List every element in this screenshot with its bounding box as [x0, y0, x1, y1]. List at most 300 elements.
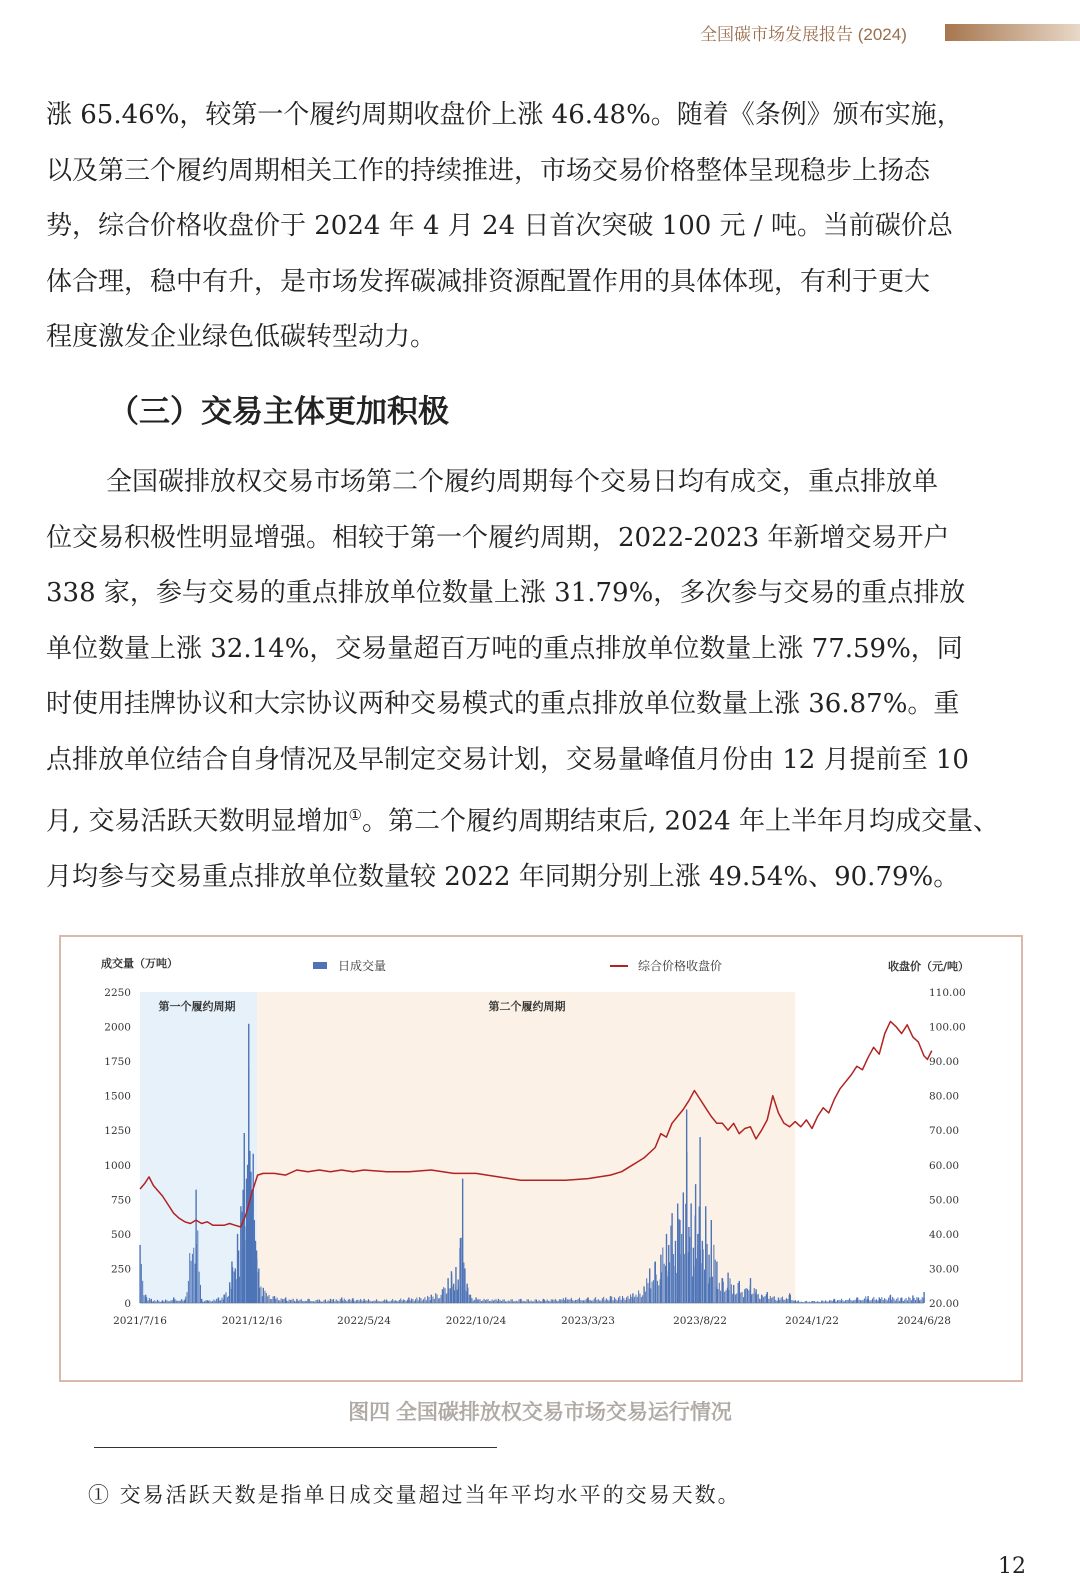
- volume-bar: [360, 1299, 361, 1303]
- volume-bar: [256, 1258, 257, 1303]
- volume-bar: [893, 1299, 894, 1303]
- volume-bar: [820, 1302, 821, 1303]
- volume-bar: [888, 1298, 889, 1303]
- volume-bar: [754, 1288, 755, 1303]
- volume-bar: [575, 1300, 576, 1303]
- volume-bar: [156, 1301, 157, 1303]
- right-tick-label: 50.00: [929, 1194, 960, 1207]
- volume-bar: [775, 1300, 776, 1303]
- volume-bar: [449, 1288, 450, 1303]
- volume-bar: [697, 1245, 698, 1303]
- volume-bar: [336, 1299, 337, 1303]
- volume-bar: [799, 1302, 800, 1303]
- volume-bar: [900, 1298, 901, 1303]
- volume-bar: [802, 1302, 803, 1303]
- left-tick-label: 1250: [104, 1125, 131, 1138]
- volume-bar: [707, 1244, 708, 1303]
- volume-bar: [594, 1298, 595, 1303]
- volume-bar: [747, 1289, 748, 1303]
- page-number: 12: [998, 1554, 1026, 1579]
- volume-bar: [838, 1300, 839, 1303]
- volume-bar: [758, 1294, 759, 1303]
- volume-bar: [226, 1292, 227, 1303]
- volume-bar: [615, 1299, 616, 1303]
- volume-bar: [552, 1299, 553, 1303]
- volume-bar: [512, 1299, 513, 1303]
- volume-bar: [744, 1296, 745, 1303]
- volume-bar: [590, 1300, 591, 1303]
- left-tick-label: 1500: [104, 1090, 131, 1103]
- volume-bar: [219, 1301, 220, 1303]
- volume-bar: [777, 1301, 778, 1303]
- volume-bar: [868, 1299, 869, 1303]
- volume-bar: [166, 1300, 167, 1303]
- volume-bar: [560, 1299, 561, 1303]
- volume-bar: [262, 1296, 263, 1303]
- header-bar: [945, 24, 1080, 41]
- volume-bar: [278, 1300, 279, 1303]
- volume-bar: [236, 1279, 237, 1303]
- volume-bar: [247, 1246, 248, 1303]
- volume-bar: [368, 1299, 369, 1303]
- volume-bar: [174, 1299, 175, 1303]
- volume-bar: [273, 1296, 274, 1303]
- left-tick-label: 750: [110, 1194, 131, 1207]
- volume-bar: [607, 1300, 608, 1303]
- volume-bar: [294, 1301, 295, 1303]
- volume-bar: [308, 1300, 309, 1303]
- volume-bar: [248, 1068, 249, 1303]
- volume-bar: [871, 1300, 872, 1303]
- volume-bar: [809, 1302, 810, 1303]
- left-tick-label: 1750: [104, 1056, 131, 1069]
- volume-bar: [600, 1301, 601, 1303]
- volume-bar: [426, 1300, 427, 1303]
- volume-bar: [322, 1302, 323, 1303]
- volume-bar: [342, 1301, 343, 1303]
- volume-bar: [872, 1298, 873, 1303]
- volume-bar: [180, 1301, 181, 1303]
- volume-bar: [712, 1277, 713, 1303]
- volume-bar: [492, 1299, 493, 1303]
- volume-bar: [178, 1301, 179, 1303]
- volume-bar: [484, 1299, 485, 1303]
- volume-bar: [199, 1272, 200, 1303]
- volume-bar: [149, 1298, 150, 1303]
- volume-bar: [400, 1298, 401, 1303]
- volume-bar: [572, 1300, 573, 1303]
- volume-bar: [547, 1300, 548, 1303]
- volume-bar: [666, 1271, 667, 1303]
- volume-bar: [639, 1294, 640, 1303]
- volume-bar: [735, 1295, 736, 1303]
- volume-bar: [911, 1300, 912, 1303]
- volume-bar: [779, 1300, 780, 1303]
- volume-bar: [889, 1296, 890, 1303]
- volume-bar: [500, 1300, 501, 1303]
- volume-bar: [473, 1301, 474, 1303]
- volume-bar: [742, 1292, 743, 1303]
- volume-bar: [364, 1301, 365, 1303]
- volume-bar: [618, 1298, 619, 1303]
- volume-bar: [922, 1297, 923, 1303]
- volume-bar: [770, 1296, 771, 1303]
- volume-bar: [399, 1300, 400, 1303]
- right-tick-label: 100.00: [929, 1021, 966, 1034]
- volume-bar: [328, 1300, 329, 1303]
- volume-bar: [648, 1283, 649, 1303]
- volume-bar: [351, 1301, 352, 1303]
- volume-bar: [619, 1296, 620, 1303]
- volume-bar: [437, 1294, 438, 1303]
- volume-bar: [282, 1299, 283, 1303]
- volume-bar: [162, 1301, 163, 1303]
- volume-bar: [680, 1254, 681, 1303]
- volume-bar: [580, 1300, 581, 1303]
- volume-bar: [713, 1245, 714, 1303]
- volume-bar: [665, 1266, 666, 1303]
- volume-bar: [902, 1299, 903, 1303]
- volume-bar: [584, 1300, 585, 1303]
- volume-bar: [563, 1298, 564, 1303]
- x-tick-label: 2023/3/23: [561, 1315, 615, 1327]
- paragraph-line: 338 家，参与交易的重点排放单位数量上涨 31.79%，多次参与交易的重点排放: [46, 578, 966, 608]
- volume-bar: [541, 1301, 542, 1303]
- volume-bar: [457, 1290, 458, 1303]
- volume-bar: [281, 1298, 282, 1303]
- volume-bar: [442, 1297, 443, 1303]
- volume-bar: [539, 1300, 540, 1303]
- volume-bar: [709, 1277, 710, 1303]
- volume-bar: [267, 1296, 268, 1303]
- volume-bar: [625, 1300, 626, 1303]
- volume-bar: [146, 1297, 147, 1303]
- left-tick-label: 500: [110, 1228, 131, 1241]
- volume-bar: [672, 1249, 673, 1303]
- volume-bar: [396, 1301, 397, 1303]
- volume-bar: [883, 1300, 884, 1303]
- volume-bar: [719, 1283, 720, 1303]
- period-shade-2: [257, 992, 795, 1303]
- volume-bar: [535, 1299, 536, 1303]
- volume-bar: [497, 1301, 498, 1303]
- volume-bar: [738, 1283, 739, 1303]
- volume-bar: [746, 1288, 747, 1303]
- volume-bar: [834, 1301, 835, 1303]
- volume-bar: [391, 1300, 392, 1303]
- volume-bar: [428, 1297, 429, 1303]
- volume-bar: [691, 1233, 692, 1303]
- volume-bar: [785, 1300, 786, 1303]
- volume-bar: [720, 1291, 721, 1303]
- volume-bar: [212, 1301, 213, 1303]
- volume-bar: [528, 1299, 529, 1303]
- paragraph-line: 涨 65.46%，较第一个履约周期收盘价上涨 46.48%。随着《条例》颁布实施，: [46, 100, 963, 130]
- volume-bar: [613, 1300, 614, 1303]
- volume-bar: [778, 1299, 779, 1303]
- volume-bar: [725, 1290, 726, 1303]
- volume-bar: [653, 1280, 654, 1303]
- volume-bar: [170, 1300, 171, 1303]
- volume-bar: [279, 1300, 280, 1303]
- volume-bar: [430, 1300, 431, 1303]
- volume-bar: [891, 1300, 892, 1303]
- volume-bar: [750, 1286, 751, 1303]
- volume-bar: [353, 1300, 354, 1303]
- volume-bar: [567, 1299, 568, 1303]
- volume-bar: [810, 1302, 811, 1303]
- x-tick-label: 2023/8/22: [673, 1315, 727, 1327]
- volume-bar: [822, 1300, 823, 1303]
- right-tick-label: 90.00: [929, 1056, 960, 1069]
- volume-bar: [899, 1301, 900, 1303]
- volume-bar: [209, 1300, 210, 1303]
- volume-bar: [461, 1238, 462, 1303]
- volume-bar: [181, 1299, 182, 1303]
- volume-bar: [153, 1301, 154, 1303]
- volume-bar: [289, 1299, 290, 1303]
- volume-bar: [365, 1300, 366, 1303]
- paragraph-text: 月, 交易活跃天数明显增加: [46, 806, 349, 837]
- volume-bar: [814, 1301, 815, 1303]
- period-shade-1: [140, 992, 257, 1303]
- volume-bar: [652, 1282, 653, 1303]
- footnote-divider: [94, 1447, 497, 1448]
- volume-bar: [177, 1301, 178, 1303]
- volume-bar: [246, 1241, 247, 1303]
- volume-bar: [846, 1300, 847, 1303]
- volume-bar: [494, 1300, 495, 1303]
- volume-bar: [716, 1287, 717, 1303]
- volume-bar: [611, 1297, 612, 1303]
- volume-bar: [764, 1296, 765, 1303]
- volume-bar: [801, 1302, 802, 1303]
- volume-bar: [355, 1301, 356, 1303]
- volume-bar: [204, 1301, 205, 1303]
- volume-bar: [856, 1299, 857, 1303]
- volume-bar: [674, 1266, 675, 1303]
- volume-bar: [670, 1226, 671, 1303]
- paragraph-line: 月均参与交易重点排放单位数量较 2022 年同期分别上涨 49.54%、90.79%。: [46, 862, 960, 893]
- volume-bar: [498, 1301, 499, 1303]
- volume-bar: [598, 1299, 599, 1303]
- volume-bar: [224, 1294, 225, 1303]
- volume-bar: [848, 1300, 849, 1303]
- period-label-2: 第二个履约周期: [488, 1000, 566, 1013]
- volume-bar: [196, 1244, 197, 1303]
- volume-bar: [459, 1248, 460, 1303]
- volume-bar: [840, 1300, 841, 1303]
- volume-bar: [470, 1298, 471, 1303]
- volume-bar: [471, 1298, 472, 1303]
- section-heading: （三）交易主体更加积极: [108, 394, 449, 430]
- volume-bar: [303, 1301, 304, 1303]
- volume-bar: [559, 1299, 560, 1303]
- volume-bar: [869, 1301, 870, 1303]
- right-tick-label: 70.00: [929, 1125, 960, 1138]
- volume-bar: [782, 1297, 783, 1303]
- volume-bar: [416, 1298, 417, 1303]
- volume-bar: [489, 1301, 490, 1303]
- volume-bar: [408, 1298, 409, 1303]
- volume-bar: [164, 1301, 165, 1303]
- volume-bar: [861, 1300, 862, 1303]
- volume-bar: [789, 1295, 790, 1303]
- volume-bar: [650, 1288, 651, 1303]
- volume-bar: [644, 1292, 645, 1303]
- volume-bar: [818, 1302, 819, 1303]
- footnote-marker[interactable]: ①: [348, 806, 362, 824]
- volume-bar: [568, 1300, 569, 1303]
- volume-bar: [372, 1301, 373, 1303]
- volume-bar: [427, 1296, 428, 1303]
- volume-bar: [657, 1281, 658, 1303]
- volume-bar: [773, 1297, 774, 1303]
- volume-bar: [855, 1300, 856, 1303]
- volume-bar: [293, 1299, 294, 1303]
- volume-bar: [404, 1300, 405, 1303]
- volume-bar: [165, 1300, 166, 1303]
- volume-bar: [161, 1302, 162, 1303]
- volume-bar: [551, 1299, 552, 1303]
- x-tick-label: 2024/1/22: [785, 1315, 839, 1327]
- volume-bar: [602, 1298, 603, 1303]
- volume-bar: [375, 1301, 376, 1303]
- volume-bar: [332, 1300, 333, 1303]
- volume-bar: [287, 1301, 288, 1303]
- volume-bar: [230, 1287, 231, 1303]
- volume-bar: [904, 1299, 905, 1303]
- volume-bar: [283, 1299, 284, 1303]
- volume-bar: [478, 1299, 479, 1303]
- volume-bar: [681, 1234, 682, 1303]
- volume-bar: [333, 1299, 334, 1303]
- volume-bar: [853, 1300, 854, 1303]
- volume-bar: [377, 1301, 378, 1303]
- volume-bar: [571, 1298, 572, 1303]
- volume-bar: [774, 1296, 775, 1303]
- volume-bar: [453, 1286, 454, 1303]
- volume-bar: [609, 1301, 610, 1303]
- volume-bar: [592, 1300, 593, 1303]
- volume-bar: [330, 1302, 331, 1303]
- x-tick-label: 2022/5/24: [337, 1315, 391, 1327]
- volume-bar: [334, 1301, 335, 1303]
- volume-bar: [274, 1298, 275, 1303]
- volume-bar: [916, 1297, 917, 1303]
- volume-bar: [837, 1300, 838, 1303]
- volume-bar: [898, 1298, 899, 1303]
- x-tick-label: 2021/7/16: [113, 1315, 167, 1327]
- volume-bar: [201, 1300, 202, 1303]
- volume-bar: [394, 1301, 395, 1303]
- volume-bar: [752, 1294, 753, 1303]
- volume-bar: [380, 1302, 381, 1303]
- volume-bar: [793, 1300, 794, 1303]
- volume-bar: [816, 1302, 817, 1303]
- volume-bar: [766, 1294, 767, 1303]
- volume-bar: [543, 1300, 544, 1303]
- volume-bar: [790, 1295, 791, 1303]
- volume-bar: [703, 1249, 704, 1303]
- volume-bar: [548, 1301, 549, 1303]
- volume-bar: [193, 1248, 194, 1303]
- volume-bar: [605, 1300, 606, 1303]
- volume-bar: [410, 1300, 411, 1303]
- volume-bar: [447, 1293, 448, 1303]
- volume-bar: [432, 1297, 433, 1303]
- paragraph-line: 体合理，稳中有升，是市场发挥碳减排资源配置作用的具体体现，有利于更大: [46, 266, 931, 297]
- volume-bar: [312, 1301, 313, 1303]
- volume-bar: [566, 1301, 567, 1303]
- volume-bar: [234, 1271, 235, 1303]
- volume-bar: [490, 1301, 491, 1303]
- volume-bar: [841, 1299, 842, 1303]
- volume-bar: [562, 1300, 563, 1303]
- volume-bar: [721, 1278, 722, 1303]
- volume-bar: [496, 1299, 497, 1303]
- chart-figure: [59, 935, 1023, 1382]
- volume-bar: [232, 1267, 233, 1303]
- volume-bar: [821, 1301, 822, 1303]
- volume-bar: [318, 1302, 319, 1303]
- volume-bar: [912, 1299, 913, 1303]
- volume-bar: [877, 1300, 878, 1303]
- volume-bar: [188, 1281, 189, 1303]
- volume-bar: [704, 1270, 705, 1303]
- paragraph-line: 位交易积极性明显增强。相较于第一个履约周期，2022-2023 年新增交易开户: [46, 522, 950, 553]
- volume-bar: [906, 1298, 907, 1303]
- volume-bar: [266, 1293, 267, 1303]
- paragraph-line: 程度激发企业绿色低碳转型动力。: [46, 322, 437, 352]
- volume-bar: [320, 1301, 321, 1303]
- volume-bar: [603, 1297, 604, 1303]
- volume-bar: [142, 1281, 143, 1303]
- volume-bar: [813, 1301, 814, 1303]
- volume-bar: [873, 1297, 874, 1303]
- volume-bar: [455, 1286, 456, 1303]
- volume-bar: [359, 1301, 360, 1303]
- volume-bar: [767, 1298, 768, 1303]
- volume-bar: [533, 1301, 534, 1303]
- volume-bar: [521, 1302, 522, 1303]
- volume-bar: [798, 1301, 799, 1303]
- volume-bar: [617, 1300, 618, 1303]
- volume-bar: [203, 1302, 204, 1303]
- volume-bar: [875, 1300, 876, 1303]
- volume-bar: [623, 1298, 624, 1303]
- volume-bar: [622, 1296, 623, 1303]
- volume-bar: [477, 1299, 478, 1303]
- volume-bar: [337, 1301, 338, 1303]
- volume-bar: [239, 1277, 240, 1303]
- volume-bar: [223, 1300, 224, 1303]
- volume-bar: [388, 1301, 389, 1303]
- chart-svg: [61, 937, 1021, 1380]
- volume-bar: [389, 1301, 390, 1303]
- volume-bar: [254, 1269, 255, 1303]
- volume-bar: [824, 1301, 825, 1303]
- x-tick-label: 2024/6/28: [897, 1315, 951, 1327]
- volume-bar: [348, 1299, 349, 1303]
- volume-bar: [398, 1301, 399, 1303]
- volume-bar: [755, 1293, 756, 1303]
- volume-bar: [826, 1301, 827, 1303]
- volume-bar: [349, 1299, 350, 1303]
- volume-bar: [570, 1299, 571, 1303]
- volume-bar: [414, 1301, 415, 1303]
- volume-bar: [302, 1301, 303, 1303]
